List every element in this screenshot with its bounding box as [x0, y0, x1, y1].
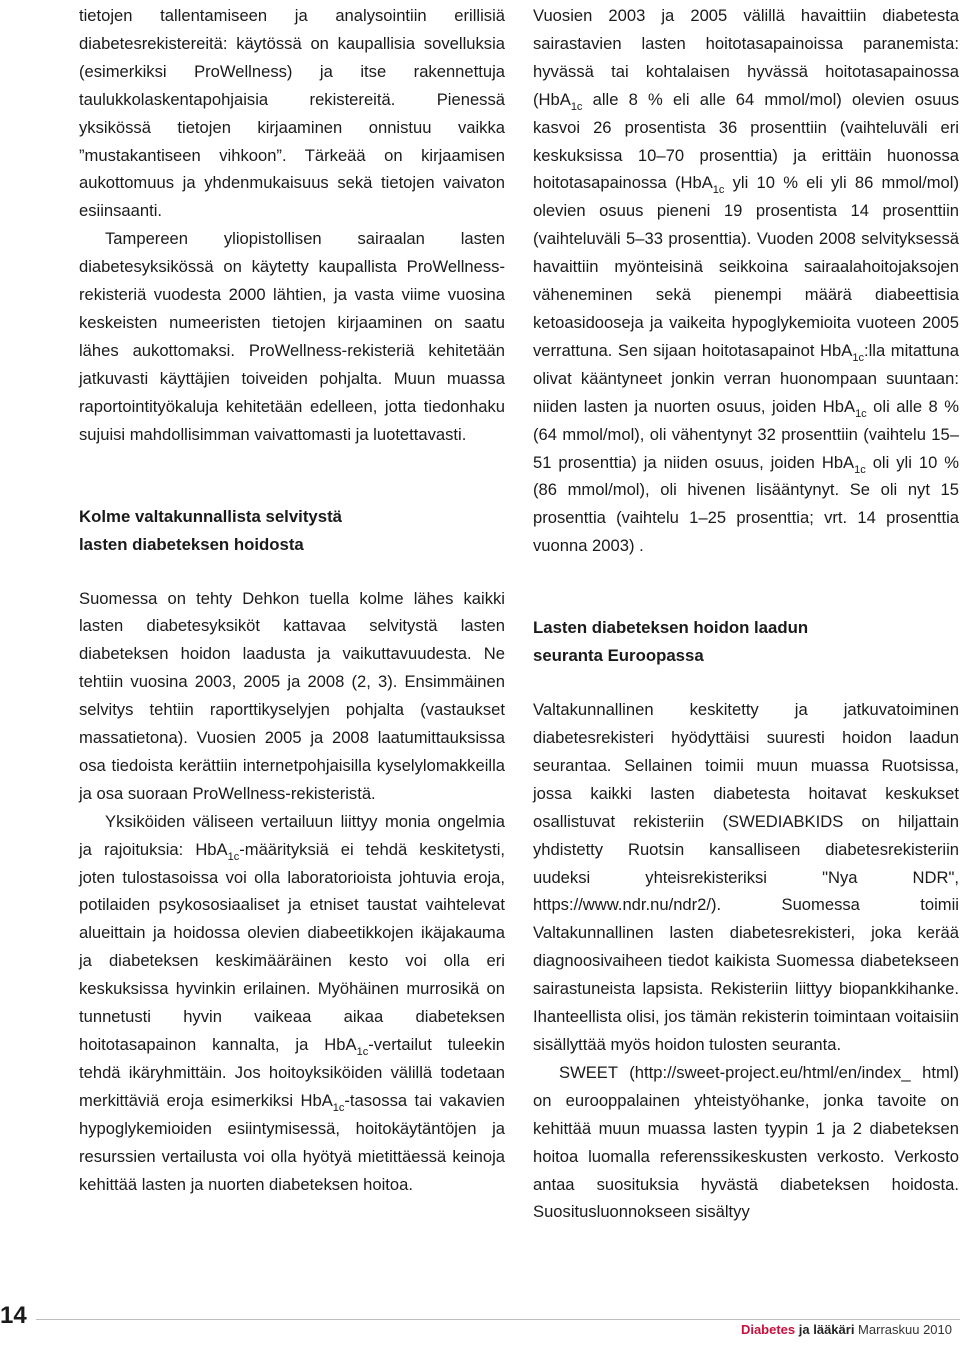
text-run: alle 8 % eli alle 64 mmol/mol) olevien osuus kasvoi 26 prosentista 36 prosenttiin (vaihteluväli eri keskuksissa 10–70 prosenttia) ja erittäin huonossa hoitotasapainossa (HbA [533, 89, 959, 193]
heading-line: Lasten diabeteksen hoidon laadun [533, 618, 809, 638]
heading-line: Kolme valtakunnallista selvitystä [79, 506, 343, 526]
issue-date: Marraskuu 2010 [854, 1322, 952, 1337]
subscript: 1c [855, 407, 867, 420]
body-paragraph: Tampereen yliopistollisen sairaalan lasten diabetesyksikössä on käytetty kaupallista ProWellness-rekisteriä vuodesta 2000 lähtien, ja vasta viime vuosina keskeisten numeeristen tietojen kirjaaminen on saatu lähes aukottomaksi. ProWellness-rekisteriä kehitetään jatkuvasti käyttäjien toiveiden pohjalta. Muun muassa raportointityökaluja kehitetään edelleen, jotta tiedonhaku sujuisi mahdollisimman vaivattomasti ja luotettavasti. [79, 229, 505, 444]
text-run: oli yli 10 % (86 mmol/mol), oli hivenen lisääntynyt. Se oli nyt 15 prosenttia (vaihtelu 1–25 prosenttia; vrt. 14 prosenttia vuonna 2003) . [533, 452, 959, 556]
text-run: -määrityksiä ei tehdä keskitetysti, joten tulostasoissa voi olla laboratorioista johtuvia eroja, potilaiden psykososiaaliset ja etniset taustat vaihtelevat alueittain ja hoidossa olevien diabeetikkojen ikäjakauma ja diabeteksen keskimääräinen kesto voi olla eri keskuksissa hyvinkin erilainen. Myöhäinen murrosikä on tunnetusti hyvin vaikeaa aikaa diabeteksen hoitotasapainon kannalta, ja HbA [79, 839, 505, 1054]
subscript: 1c [852, 351, 864, 364]
subscript: 1c [332, 1101, 345, 1114]
journal-name-part1: Diabetes [740, 1322, 796, 1337]
text-run: -vertailut tuleekin tehdä ikäryhmittäin. Jos hoitoyksiköiden välillä todetaan merkittäviä eroja esimerkiksi HbA [79, 1035, 505, 1110]
text-run: oli alle 8 % (64 mmol/mol), oli vähentynyt 32 prosenttiin (vaihtelu 15–51 prosenttia) ja niiden osuus, joiden HbA [533, 396, 959, 472]
journal-name-part2: ja lääkäri [795, 1322, 855, 1337]
text-run: :lla mitattuna olivat kääntyneet jonkin verran huonompaan suuntaan: niiden lasten ja nuorten osuus, joiden HbA [533, 340, 960, 416]
section-heading [79, 503, 505, 559]
body-paragraph [533, 2, 959, 560]
body-paragraph: Valtakunnallinen keskitetty ja jatkuvatoiminen diabetesrekisteri hyödyttäisi suuresti hoidon laadun seurantaa. Sellainen toimii muun muassa Ruotsissa, jossa kaikki lasten diabetesta hoitavat keskukset osallistuvat rekisteriin (SWEDIABKIDS on hiljattain yhdistetty Ruotsin kansalliseen diabetesrekisteriin uudeksi yhteisrekisteriksi "Nya NDR", https://www.ndr.nu/ndr2/). Suomessa toimii Valtakunnallinen lasten diabetesrekisteri, joka kerää diagnoosivaiheen tiedot kaikista Suomessa diabetekseen sairastuneista lapsista. Rekisteriin liittyy biopankkihanke. Ihanteellista olisi, jos tämän rekisterin toimintaan voitaisiin sisällyttää myös hoidon tulosten seuranta. [533, 700, 959, 1054]
text-run: -tasossa tai vakavien hypoglykemioiden esiintymisessä, hoitokäytäntöjen ja resurssien vertailusta voi olla hyötyä mietittäessä keinoja kehittää lasten ja nuorten diabeteksen hoitoa. [79, 1090, 505, 1194]
subscript: 1c [227, 850, 240, 863]
section-heading [533, 614, 959, 670]
subscript: 1c [570, 100, 583, 113]
text-run: yli 10 % eli yli 86 mmol/mol) olevien osuus pieneni 19 prosentista 14 prosenttiin (vaihteluväli 5–33 prosenttia). Vuoden 2008 selvityksessä havaittiin myönteisinä seikkoina sairaalahoitojaksojen väheneminen sekä pienempi määrä diabeettisia ketoasidooseja ja vaikeita hypoglykemioita vuoteen 2005 verrattuna. Sen sijaan hoitotasapainot HbA [533, 173, 959, 360]
heading-line: seuranta Euroopassa [533, 646, 704, 666]
body-paragraph: Suomessa on tehty Dehkon tuella kolme lähes kaikki lasten diabetesyksiköt kattavaa selvitystä lasten diabeteksen hoidon laadusta ja vaikuttavuudesta. Ne tehtiin vuosina 2003, 2005 ja 2008 (2, 3). Ensimmäinen selvitys tehtiin raporttikyselyjen pohjalta (vastaukset massatietona). Vuosien 2005 ja 2008 laatumittauksissa osa tiedoista kerättiin internetpohjaisilla kyselylomakkeilla ja osa suoraan ProWellness-rekisteristä. [79, 588, 505, 803]
text-run: Yksiköiden väliseen vertailuun liittyy monia ongelmia ja rajoituksia: HbA [79, 811, 505, 859]
footer-divider [36, 1319, 960, 1320]
subscript: 1c [712, 184, 725, 197]
body-paragraph: SWEET (http://sweet-project.eu/html/en/index_ html) on eurooppalainen yhteistyöhanke, jonka tavoite on kehittää muun muassa lasten tyypin 1 ja 2 diabeteksen hoitoa luomalla referenssikeskusten verkosto. Verkosto antaa suosituksia hyvästä diabeteksen hoidosta. Suositusluonnokseen sisältyy [533, 1062, 959, 1222]
page-number: 14 [0, 1302, 27, 1329]
body-paragraph: tietojen tallentamiseen ja analysointiin erillisiä diabetesrekistereitä: käytössä on kaupallisia sovelluksia (esimerkiksi ProWellness) ja itse rakennettuja taulukkolaskentapohjaisia rekistereitä. Pienessä yksikössä tietojen kirjaaminen onnistuu vaikka ”mustakantiseen vihkoon”. Tärkeää on kirjaamisen aukottomuus ja yhdenmukaisuus sekä tietojen vaivaton esiinsaanti. [79, 6, 505, 221]
body-paragraph [79, 808, 505, 1199]
subscript: 1c [356, 1046, 369, 1058]
heading-line: lasten diabeteksen hoidosta [79, 534, 304, 554]
text-run: Vuosien 2003 ja 2005 välillä havaittiin diabetesta sairastavien lasten hoitotasapainoissa paranemista: hyvässä tai kohtalaisen hyvässä hoitotasapainossa (HbA [533, 6, 959, 109]
right-column [533, 2, 959, 1226]
journal-footer [741, 1322, 952, 1337]
subscript: 1c [854, 463, 866, 476]
left-column [79, 2, 505, 1198]
